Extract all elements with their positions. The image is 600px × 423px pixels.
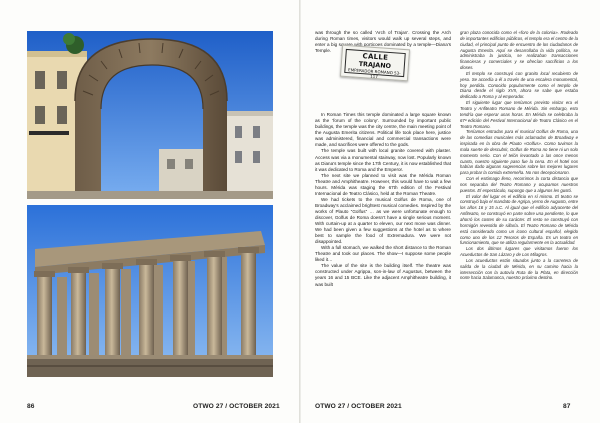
street-sign-line-1: CALLE bbox=[362, 52, 389, 62]
english-paragraph-4: The next site we planned to visit was the Mérida Roman Theatre and Amphitheatre. However, this would have to wait a few hours. Mérida was staging the 67th edition of the Festival Internacional de Teatro Clásico, held at the Roman Theatre. bbox=[315, 172, 451, 196]
arch-photo-graphic bbox=[27, 31, 273, 199]
spanish-column bbox=[460, 30, 578, 281]
english-paragraph-3: The temple was built with local granite covered with plaster. Access was via a monumental stairway, now lost. Popularly known as Diana’s temple since the 17th Century, it is now established that it was dedicated to Roma and the Emperor. bbox=[315, 148, 451, 172]
street-sign-frame bbox=[344, 49, 406, 80]
arch-of-trajan-photo bbox=[27, 31, 273, 199]
english-paragraph-5: We had tickets to the musical Golfus de Roma, one of Broadway’s acclaimed brightest musical comedies. Inspired by the works of Plauto “Golfus” … as we were unfortunate enough to discover, Golfus de Roma doesn’t have a single serious moment. With curtain-up at a quarter to eleven, our next move was dinner. We had been given a few suggestions at the hotel as to where best to sample the food of Extremadura. We were not disappointed. bbox=[315, 196, 451, 245]
temple-photo-graphic bbox=[27, 205, 273, 377]
spanish-paragraph-1: gran plaza conocida como el «foro de la colonia». Rodeado de importantes edificios públicos, el templo era el centro de la ciudad, el principal punto de encuentro de los ciudadanos de Augusta Emerita. Aquí se desarrollaba la vida política, se administraba la justicia, se realizaban transacciones financieras y comerciales y se ofrecían sacrificios a los dioses. bbox=[460, 30, 578, 71]
spanish-paragraph-3: El siguiente lugar que teníamos previsto visitar era el Teatro y Anfiteatro Romano de Mérida. Sin embargo, esto tendría que esperar unas horas. En Mérida se celebraba la 67ª edición del Festival Internacional de Teatro Clásico en el Teatro Romano. bbox=[460, 100, 578, 129]
calle-trajano-street-sign bbox=[340, 45, 410, 82]
right-page-number: 87 bbox=[563, 403, 571, 410]
spanish-paragraph-6: El valor del lugar es el edificio en sí mismo. El teatro se construyó bajo el mandato de Agripa, yerno de Augusto, entre los años 16 y 15 a.C. Al igual que el edificio adyacente del Anfiteatro, se construyó en parte sobre una pendiente, lo que ahorró los costes de su carácter. El resto se construyó con hormigón revestido de sillaría. El Teatro Romano de Mérida está considerado como un icono cultural español, elegido como uno de los 12 Tesoros de España. Es un teatro en funcionamiento, que se utiliza regularmente en la actualidad. bbox=[460, 193, 578, 246]
english-paragraph-7: The value of the site is the building itself. The theatre was constructed under Agrippa, son-in-law of Augustus, between the years 16 and 15 BCE. Like the adjacent Amphitheatre building, it was built bbox=[315, 263, 451, 287]
spanish-paragraph-8: Los acueductos están situados junto a la carretera de salida de la ciudad de Mérida, en su camino hacia la intersección con la autovía Ruta de la Plata, en dirección norte hacia Salamanca, nuestro próximo destino. bbox=[460, 257, 578, 281]
left-page-number: 86 bbox=[27, 403, 35, 410]
spanish-paragraph-5: Con el estómago lleno, recorrimos la corta distancia que nos separaba del Teatro Romano y ocupamos nuestros puestos. El espectáculo, supongo que a algunos les gustó. bbox=[460, 176, 578, 193]
english-paragraph-6: With a full stomach, we walked the short distance to the Roman Theatre and took our places. The show—I suppose some people liked it… bbox=[315, 245, 451, 263]
street-sign-line-2: TRAJANO bbox=[358, 59, 392, 71]
spanish-paragraph-7: Los dos últimos lugares que visitamos fueron los Acueductos de San Lázaro y de Los Milagros. bbox=[460, 246, 578, 258]
english-paragraph-1: was through the so called ‘Arch of Trajan’. Crossing the Arch during Roman times, visitors would walk up several steps, and enter a big square with porticoes dominated by a temple—Diana’s Temple. bbox=[315, 30, 451, 54]
left-page-footer: OTWO 27 / OCTOBER 2021 bbox=[193, 403, 280, 410]
spanish-paragraph-4: Teníamos entradas para el musical Golfus de Roma, una de las comedias musicales más aclamadas de Broadway e inspirada en la obra de Plauto «Golfus». Como tuvimos la mala suerte de descubrir, Golfus de Roma no tiene ni un solo momento serio. Con el telón levantado a las once menos cuarto, nuestro siguiente paso fue la cena. En el hotel nos habían dado algunas sugerencias sobre los mejores lugares para probar la comida extremeña. No nos decepcionaron. bbox=[460, 129, 578, 176]
diana-temple-photo bbox=[27, 205, 273, 377]
street-sign-line-3: EMPERADOR ROMANO 53-117 bbox=[347, 67, 401, 80]
right-page-footer: OTWO 27 / OCTOBER 2021 bbox=[315, 403, 402, 410]
page-gutter bbox=[299, 0, 301, 423]
english-paragraph-2: In Roman Times this temple dominated a large square known as the ‘forum of the colony’. Surrounded by important public buildings, the temple was the city centre, the main meeting point of the Augusta Emerita citizens. Political life took place here, justice was administered, financial and commercial transactions were made, and sacrifices were offered to the gods. bbox=[315, 112, 451, 148]
spanish-paragraph-2: El templo se construyó con granito local recubierto de yeso. Se accedía a él a través de una escalera monumental, hoy perdida. Conocido popularmente como el templo de Diana desde el siglo XVII, ahora se sabe que estaba dedicado a Roma y al emperador. bbox=[460, 70, 578, 100]
